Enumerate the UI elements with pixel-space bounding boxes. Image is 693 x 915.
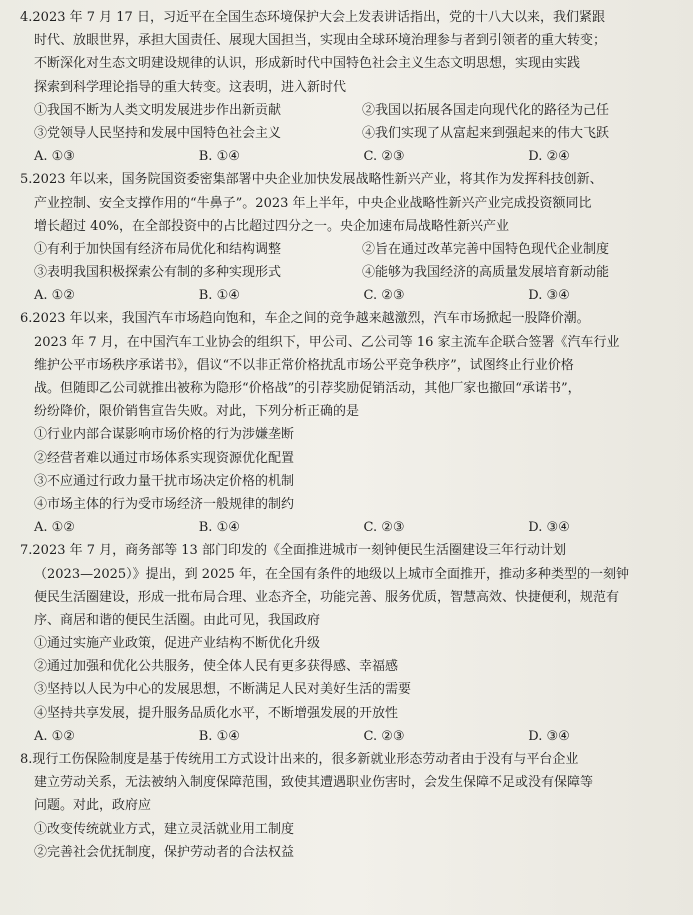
question-text-line: 问题。对此，政府应 xyxy=(34,798,152,814)
question-text-line: 时代、放眼世界，承担大国责任、展现大国担当，实现由全球环境治理参与者到引领者的重大转变； xyxy=(34,33,607,49)
question-6 xyxy=(0,307,693,539)
statement-item: ②旨在通过改革完善中国特色现代企业制度 xyxy=(362,241,610,257)
question-text-line: 序、商居和谐的便民生活圈。由此可见，我国政府 xyxy=(34,612,321,628)
question-7 xyxy=(0,539,693,748)
statement-item: ④能够为我国经济的高质量发展培育新动能 xyxy=(362,265,610,281)
statement-item: ①改变传统就业方式，建立灵活就业用工制度 xyxy=(34,821,295,837)
question-text-line: 战。但随即乙公司就推出被称为隐形“价格战”的引荐奖励促销活动，其他厂家也撤回“承诺书”， xyxy=(34,381,581,396)
choice-d[interactable]: D. ③④ xyxy=(528,520,570,536)
statement-item: ②经营者难以通过市场体系实现资源优化配置 xyxy=(34,450,295,466)
choice-a[interactable]: A. ①② xyxy=(34,288,75,304)
choice-c[interactable]: C. ②③ xyxy=(363,149,405,165)
choice-b[interactable]: B. ①④ xyxy=(198,520,240,536)
choice-a[interactable]: A. ①③ xyxy=(34,149,75,165)
question-list xyxy=(0,6,693,864)
choice-d[interactable]: D. ③④ xyxy=(528,728,570,744)
choice-d[interactable]: D. ②④ xyxy=(528,149,570,165)
question-text-line: 产业控制、安全支撑作用的“牛鼻子”。2023 年上半年，中央企业战略性新兴产业完成投资额同比 xyxy=(34,195,592,211)
question-text-line: 便民生活圈建设，形成一批布局合理、业态齐全，功能完善、服务优质，智慧高效、快捷便利，规范有 xyxy=(34,589,620,605)
question-text-line: 8.现行工伤保险制度是基于传统用工方式设计出来的，很多新就业形态劳动者由于没有与平台企业 xyxy=(20,752,579,767)
answer-choices xyxy=(0,516,693,539)
question-text-line: 不断深化对生态文明建设规律的认识，形成新时代中国特色社会主义生态文明思想，实现由实践 xyxy=(34,56,581,72)
statement-item: ④我们实现了从富起来到强起来的伟大飞跃 xyxy=(362,125,610,141)
question-text-line: 4.2023 年 7 月 17 日，习近平在全国生态环境保护大会上发表讲话指出，党的十八大以来，我们紧跟 xyxy=(20,10,605,25)
statement-item: ③坚持以人民为中心的发展思想，不断满足人民对美好生活的需要 xyxy=(34,682,412,698)
statement-item: ①有利于加快国有经济布局优化和结构调整 xyxy=(34,241,282,257)
statement-item: ③不应通过行政力量干扰市场决定价格的机制 xyxy=(34,473,295,489)
answer-choices xyxy=(0,145,693,168)
statement-item: ①通过实施产业政策，促进产业结构不断优化升级 xyxy=(34,636,321,652)
choice-d[interactable]: D. ③④ xyxy=(528,288,570,304)
question-5 xyxy=(0,168,693,307)
question-8 xyxy=(0,748,693,864)
question-text-line: 2023 年 7 月，在中国汽车工业协会的组织下，甲公司、乙公司等 16 家主流车企联合签署《汽车行业 xyxy=(34,334,620,350)
question-text-line: （2023—2025）》提出，到 2025 年，在全国有条件的地级以上城市全面推开，推动多种类型的一刻钟 xyxy=(34,566,630,582)
choice-c[interactable]: C. ②③ xyxy=(363,520,405,536)
statement-item: ④市场主体的行为受市场经济一般规律的制约 xyxy=(34,496,295,512)
statement-item: ④坚持共享发展，提升服务品质化水平，不断增强发展的开放性 xyxy=(34,705,399,721)
statement-item: ①行业内部合谋影响市场价格的行为涉嫌垄断 xyxy=(34,427,295,443)
statement-item: ②我国以拓展各国走向现代化的路径为己任 xyxy=(362,102,610,118)
question-4 xyxy=(0,6,693,168)
question-text-line: 探索到科学理论指导的重大转变。这表明，进入新时代 xyxy=(34,79,347,95)
statement-item: ②通过加强和优化公共服务，使全体人民有更多获得感、幸福感 xyxy=(34,659,399,675)
question-text-line: 建立劳动关系，无法被纳入制度保障范围，致使其遭遇职业伤害时，会发生保障不足或没有保障等 xyxy=(34,775,594,791)
question-text-line: 6.2023 年以来，我国汽车市场趋向饱和，车企之间的竞争越来越激烈，汽车市场掀起一股降价潮。 xyxy=(20,311,590,327)
choice-a[interactable]: A. ①② xyxy=(34,728,75,744)
choice-b[interactable]: B. ①④ xyxy=(198,288,240,304)
statement-item: ③表明我国积极探索公有制的多种实现形式 xyxy=(34,265,282,281)
question-text-line: 纷纷降价，限价销售宣告失败。对此，下列分析正确的是 xyxy=(34,404,360,420)
question-text-line: 维护公平市场秩序承诺书》，倡议“不以非正常价格扰乱市场公平竞争秩序”，试图终止行业价格 xyxy=(34,357,574,373)
statement-item: ②完善社会优抚制度，保护劳动者的合法权益 xyxy=(34,844,295,860)
choice-b[interactable]: B. ①④ xyxy=(198,149,240,165)
question-text-line: 7.2023 年 7 月，商务部等 13 部门印发的《全面推进城市一刻钟便民生活圈建设三年行动计划 xyxy=(20,543,566,559)
choice-c[interactable]: C. ②③ xyxy=(363,288,405,304)
answer-choices xyxy=(0,284,693,307)
choice-c[interactable]: C. ②③ xyxy=(363,728,405,744)
statement-item: ③党领导人民坚持和发展中国特色社会主义 xyxy=(34,125,282,141)
question-text-line: 增长超过 40%，在全部投资中的占比超过四分之一。央企加速布局战略性新兴产业 xyxy=(34,218,510,234)
question-text-line: 5.2023 年以来，国务院国资委密集部署中央企业加快发展战略性新兴产业，将其作为发挥科技创新、 xyxy=(20,172,603,188)
choice-a[interactable]: A. ①② xyxy=(34,520,75,536)
answer-choices xyxy=(0,725,693,748)
choice-b[interactable]: B. ①④ xyxy=(198,728,240,744)
statement-item: ①我国不断为人类文明发展进步作出新贡献 xyxy=(34,102,282,118)
